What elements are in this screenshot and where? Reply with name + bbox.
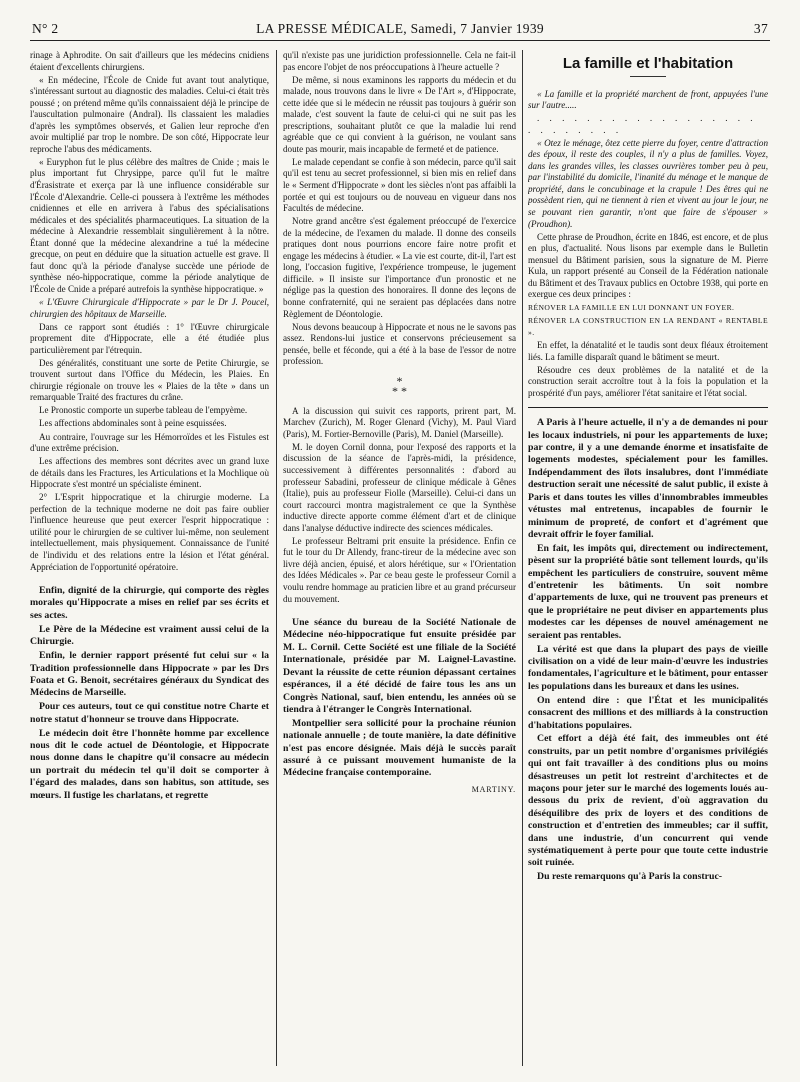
- paragraph: Le médecin doit être l'honnête homme par excellence nous dit le code actuel de Déontologie, et Hippocrate nous donne dans le chapitre qu'il consacre au médecin un portrait du médecin tel qu'il doit se comporter à l'égard des malades, dans son habitus, son attitude, ses mœurs. Il fustige les charlatans, et regrette: [30, 727, 269, 801]
- issue-number: N° 2: [32, 21, 59, 36]
- paragraph: Enfin, dignité de la chirurgie, qui comporte des règles morales qu'Hippocrate a mises en relief par ses écrits et ses actes.: [30, 585, 269, 621]
- heading-rule: [630, 76, 666, 77]
- page-header: [30, 18, 770, 41]
- paragraph: Du reste remarquons qu'à Paris la construc-: [537, 871, 723, 883]
- paragraph: Résoudre ces deux problèmes de la natalité et de la construction serait accroître tout à la fois la population et la prospérité d'un pays, améliorer l'état sanitaire et l'état social.: [528, 364, 768, 398]
- column-divider: [522, 50, 523, 1066]
- journal-title: LA PRESSE MÉDICALE, Samedi, 7 Janvier 1939: [256, 21, 544, 36]
- section-asterism: * * *: [392, 373, 407, 398]
- paragraph: Enfin, le dernier rapport présenté fut celui sur « la Tradition professionnelle dans Hippocrate » par les Drs Foata et G. Benoit, secrétaires généraux du Syndicat des Médecins de Marseille.: [30, 650, 269, 699]
- paragraph: « L'Œuvre Chirurgicale d'Hippocrate » par le Dr J. Poucel, chirurgien des hôpitaux de Marseille.: [30, 296, 269, 319]
- paragraph: Nous devons beaucoup à Hippocrate et nous ne le savons pas assez. Rendons-lui justice et conservons précieusement sa pensée, belle et féconde, qui a été à la base de l'essor de notre profession.: [283, 321, 516, 367]
- page-number: 37: [753, 21, 768, 36]
- column-3: [528, 50, 768, 1068]
- paragraph: En fait, les impôts qui, directement ou indirectement, pèsent sur la propriété bâtie sont tellement lourds, qu'ils empêchent les particuliers de construire, souvent même d'entretenir les bâtiments. Un soit nombre d'appartements de luxe, qui ne trouvent pas preneurs et que le propriétaire ne peut diviser en appartements plus modestes car les dépenses de nouvel aménagement ne seraient pas rentables.: [528, 542, 768, 641]
- principle-line: RÉNOVER LA FAMILLE EN LUI DONNANT UN FOYER.: [528, 303, 735, 313]
- paragraph: Le Père de la Médecine est vraiment aussi celui de la Chirurgie.: [30, 623, 269, 648]
- paragraph: De même, si nous examinons les rapports du médecin et du malade, nous trouvons dans le livre « De l'Art », d'Hippocrate, cette idée que si le médecin ne réussit pas toujours à guérir son malade, c'est souvent la faute de celui-ci qui ne suit pas les prescriptions, souhaitant plutôt ce que la maladie lui rend agréable que ce qui convient à la guérison, ne voulant sans doute pas mourir, mais incapable de fermeté et de patience.: [283, 74, 516, 154]
- paragraph: qu'il n'existe pas une juridiction professionnelle. Cela ne fait-il pas encore l'objet de nos préoccupations à l'heure actuelle ?: [283, 50, 516, 72]
- epigraph-quote: « Otez le ménage, ôtez cette pierre du foyer, centre d'attraction des époux, il reste des couples, il n'y a plus de familles. Voyez, dans les grandes villes, les classes ouvrières tomber peu à peu, par l'instabilité du domicile, l'inanité du ménage et le manque de propriété, dans le concubinage et la crapule ! Des êtres qui ne possèdent rien, qui ne tiennent à rien et vivent au jour le jour, ne se pouvant rien garantir, n'ont que faire de s'épouser » (Proudhon).: [528, 137, 768, 229]
- paragraph: Notre grand ancêtre s'est également préoccupé de l'exercice de la médecine, de l'examen du malade. Il donne des conseils pratiques dont nous pourrions encore faire notre profit et engage les médecins à étudier. « La vie est courte, dit-il, l'art est long, l'occasion fugitive, l'expérience trompeuse, le jugement difficile. » Il insiste sur l'importance d'un pronostic et ne néglige pas la question des honoraires. Il donne des leçons de bonne confraternité, qui ne seraient pas déplacées dans notre Règlement de Déontologie.: [283, 216, 516, 319]
- paragraph: La vérité est que dans la plupart des pays de vieille civilisation on a vidé de leur main-d'œuvre les industries fondamentales, l'agriculture et le bâtiment, pour entasser les populations dans les bureaux et dans les usines.: [528, 643, 768, 692]
- paragraph: Le Pronostic comporte un superbe tableau de l'empyème.: [39, 405, 248, 416]
- paragraph: 2° L'Esprit hippocratique et la chirurgie moderne. La perfection de la technique moderne ne doit pas faire oublier l'influence heureuse que peut exercer l'esprit hippocratique : utilité pour le chirurgien de se cultiver lui-même, non seulement intellectuellement, mais physiquement. Connaissance de l'unité de l'individu et des relations entre la lésion et l'état général. Appréciation de l'opportunité opératoire.: [30, 492, 269, 572]
- paragraph: A Paris à l'heure actuelle, il n'y a de demandes ni pour les locaux industriels, ni pour les appartements de luxe; par contre, il y a une demande énorme et insatisfaite de logements modestes, spécialement pour les familles. Indépendamment des îlots insalubres, dont l'immédiate destruction serait une nécessité de salut public, il existe à Paris et dans toutes les villes d'innombrables immeubles vétustes mal entretenus, incapables de fournir le minimum de propreté, de confort et d'agrément que devrait offrir le foyer familial.: [528, 417, 768, 540]
- paragraph: Le malade cependant se confie à son médecin, parce qu'il sait qu'il est tenu au secret professionnel, si bien mis en relief dans le « Serment d'Hippocrate » dont les siècles n'ont pas affaibli la portée et qui est toujours ou de nouveau en vigueur dans nos Facultés de médecine.: [283, 156, 516, 214]
- column-divider: [276, 50, 277, 1066]
- paragraph: « En médecine, l'École de Cnide fut avant tout analytique, s'intéressant surtout au diagnostic des maladies. Celui-ci était très poussé ; on prétend même qu'ils connaissaient déjà le principe de l'auscultation pulmonaire (Andral). Ils classaient les maladies d'après les symptômes observés, et Galien leur reproche d'en avoir multiplié par trop le nombre. De son côté, Hippocrate leur reproche l'abus des médicaments.: [30, 74, 269, 154]
- author-signature: MARTINY.: [471, 784, 516, 794]
- paragraph: Dans ce rapport sont étudiés : 1° l'Œuvre chirurgicale proprement dite d'Hippocrate, elle a été étudiée plus particulièrement par l'étrequin.: [30, 321, 269, 355]
- column-1: [30, 50, 269, 1068]
- paragraph: Des généralités, constituant une sorte de Petite Chirurgie, se trouvent surtout dans l'Office du Médecin, les Plaies. En chirurgie régionale on trouve les « Plaies de la tête » dans un remarquable Traité des fractures du crâne.: [30, 357, 269, 403]
- ellipsis-line: . . . . . . . . . . . . . . . . . . . . . . . . . .: [528, 113, 757, 135]
- paragraph: Montpellier sera sollicité pour la prochaine réunion nationale annuelle ; de toute manière, la date définitive n'est pas encore désignée. Mais déjà le succès paraît assuré à ce puissant mouvement humaniste de la Médecine française contemporaine.: [283, 717, 516, 779]
- paragraph: A la discussion qui suivit ces rapports, prirent part, M. Marchev (Zurich), M. Roger Glenard (Vichy), M. Paul Viard (Paris), M. Fortier-Bernoville (Paris), M. Daniel (Marseille).: [283, 405, 516, 439]
- principle-line: RÉNOVER LA CONSTRUCTION EN LA RENDANT « RENTABLE ».: [528, 316, 768, 337]
- section-divider: [528, 407, 768, 408]
- paragraph: Pour ces auteurs, tout ce qui constitue notre Charte et notre statut d'honneur se trouve dans Hippocrate.: [30, 701, 269, 725]
- paragraph: M. le doyen Cornil donna, pour l'exposé des rapports et la discussion de la séance de l'après-midi, la présidence, successivement à différentes personnalités : d'abord au professeur Sabadini, professeur de clinique médicale à Gênes (Italie), puis au professeur Fiolle (Marseille). Celui-ci dans un court raccourci montra magistralement ce que la Synthèse inductive directe apporte comme élément d'art et de clinique dans l'analyse déductive indirecte des sciences médicales.: [283, 441, 516, 533]
- paragraph: On entend dire : que l'État et les municipalités consacrent des millions et des milliards à la construction d'habitations populaires.: [528, 694, 768, 731]
- paragraph: Cet effort a déjà été fait, des immeubles ont été construits, par un petit nombre d'organismes privilégiés qui ont fait travailler à des conditions plus ou moins désastreuses un petit lot restreint d'architectes et de maçons pour jeter sur le marché des logements loués au-dessous du prix de revient, d'où aggravation du déséquilibre des prix de loyers et des conditions de construction et d'entretien des immeubles; car il suffit, dans une industrie, d'un concurrent qui vende systématiquement à perte pour que toute cette industrie soit ruinée.: [528, 733, 768, 869]
- column-2: [283, 50, 516, 1068]
- paragraph: Cette phrase de Proudhon, écrite en 1846, est encore, et de plus en plus, d'actualité. Nous lisons par exemple dans le Bulletin mensuel du Bâtiment parisien, sous la signature de M. Pierre Kula, un rapport présenté au Conseil de la Fédération nationale du Bâtiment et des Travaux publics en Octobre 1938, qui porte en exergue ces deux principes :: [528, 231, 768, 300]
- paragraph: rinage à Aphrodite. On sait d'ailleurs que les médecins cnidiens étaient d'excellents chirurgiens.: [30, 50, 269, 72]
- article-heading: La famille et l'habitation: [562, 55, 734, 72]
- paragraph: Au contraire, l'ouvrage sur les Hémorroïdes et les Fistules est d'une extrême précision.: [30, 431, 269, 454]
- paragraph: « Euryphon fut le plus célèbre des maîtres de Cnide ; mais le plus important fut Chrysippe, parce qu'il fut le maître d'Érasistrate et exerça par là une influence considérable sur l'École d'Alexandrie. Celle-ci poussera à l'extrême les méthodes cnidiennes et elle en arrivera à l'abus des spécialisations médicales et des spécialités pharmaceutiques. La situation de la médecine à Alexandrie ressemblait singulièrement à la nôtre. Étant donné que la médecine alexandrine a tué la médecine grecque, on peut en déduire que la situation actuelle est grave. Il faut donc qu'à la période d'analyse succède une période de synthèse néo-hippocratique, comme la période analytique de l'École de Cnide a préparé autrefois la synthèse hippocratique. »: [30, 156, 269, 294]
- epigraph-quote: « La famille et la propriété marchent de front, appuyées l'une sur l'autre.....: [528, 88, 768, 111]
- paragraph: Les affections des membres sont décrites avec un grand luxe de détails dans les Fractures, les Articulations et la Mochlique où Hippocrate s'est montré un spécialiste éminent.: [30, 456, 269, 490]
- paragraph: En effet, la dénatalité et le taudis sont deux fléaux étroitement liés. La famille disparaît quand le bâtiment se meurt.: [528, 340, 768, 362]
- paragraph: Une séance du bureau de la Société Nationale de Médecine néo-hippocratique fut ensuite présidée par M. L. Cornil. Cette Société est une filiale de la Société Internationale, présidée par M. Laignel-Lavastine. Devant la réussite de cette réunion dépassant certaines espérances, il a été décidé de faire tous les ans un Congrès National, sauf, bien entendu, les années où se tiendra à l'étranger le Congrès International.: [283, 617, 516, 715]
- paragraph: Les affections abdominales sont à peine esquissées.: [39, 418, 227, 429]
- paragraph: Le professeur Beltrami prit ensuite la présidence. Enfin ce fut le tour du Dr Allendy, franc-tireur de la médecine avec son livre déjà ancien, épuisé, et alors hérétique, sur « l'Orientation des Idées Médicales ». Par ce beau geste le professeur Cornil a voulu rendre hommage au praticien libre et au grand précurseur du mouvement.: [283, 535, 516, 604]
